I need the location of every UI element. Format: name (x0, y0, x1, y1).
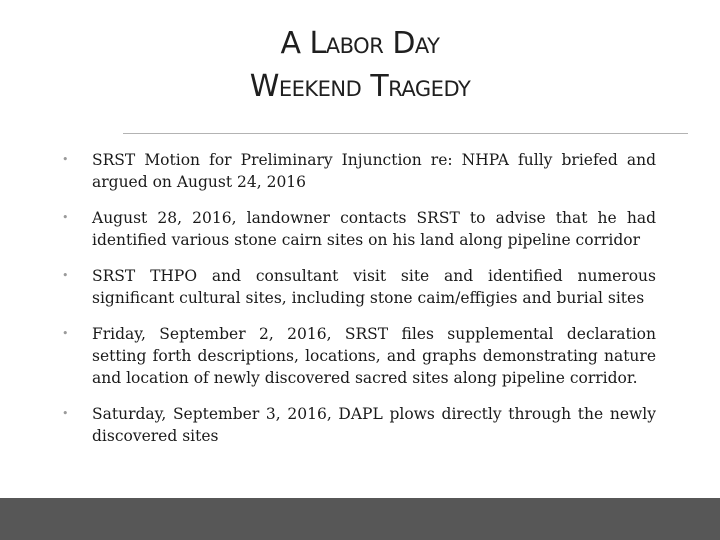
bullet-text: SRST THPO and consultant visit site and identified numerous significant cultural sites, including stone caim/effigies and burial sites (92, 267, 656, 307)
bullet-list (62, 149, 656, 461)
title-line-2: Weekend Tragedy (249, 69, 471, 104)
bullet-icon: • (62, 269, 69, 282)
bullet-item (62, 323, 656, 389)
bullet-text: SRST Motion for Preliminary Injunction re: NHPA fully briefed and argued on August 24, 2016 (92, 151, 656, 191)
bullet-text: Friday, September 2, 2016, SRST files supplemental declaration setting forth descriptions, locations, and graphs demonstrating nature and location of newly discovered sacred sites along pipeline corridor. (92, 325, 656, 387)
bullet-item (62, 265, 656, 309)
bullet-icon: • (62, 153, 69, 166)
bullet-icon: • (62, 407, 69, 420)
bullet-icon: • (62, 327, 69, 340)
bullet-text: August 28, 2016, landowner contacts SRST to advise that he had identified various stone cairn sites on his land along pipeline corridor (92, 209, 656, 249)
footer-bar (0, 498, 720, 540)
title-line-1: A Labor Day (280, 26, 440, 61)
bullet-text: Saturday, September 3, 2016, DAPL plows directly through the newly discovered sites (92, 405, 656, 445)
bullet-item (62, 149, 656, 193)
slide-title (0, 22, 720, 108)
bullet-item (62, 207, 656, 251)
bullet-item (62, 403, 656, 447)
title-divider (123, 133, 688, 134)
bullet-icon: • (62, 211, 69, 224)
